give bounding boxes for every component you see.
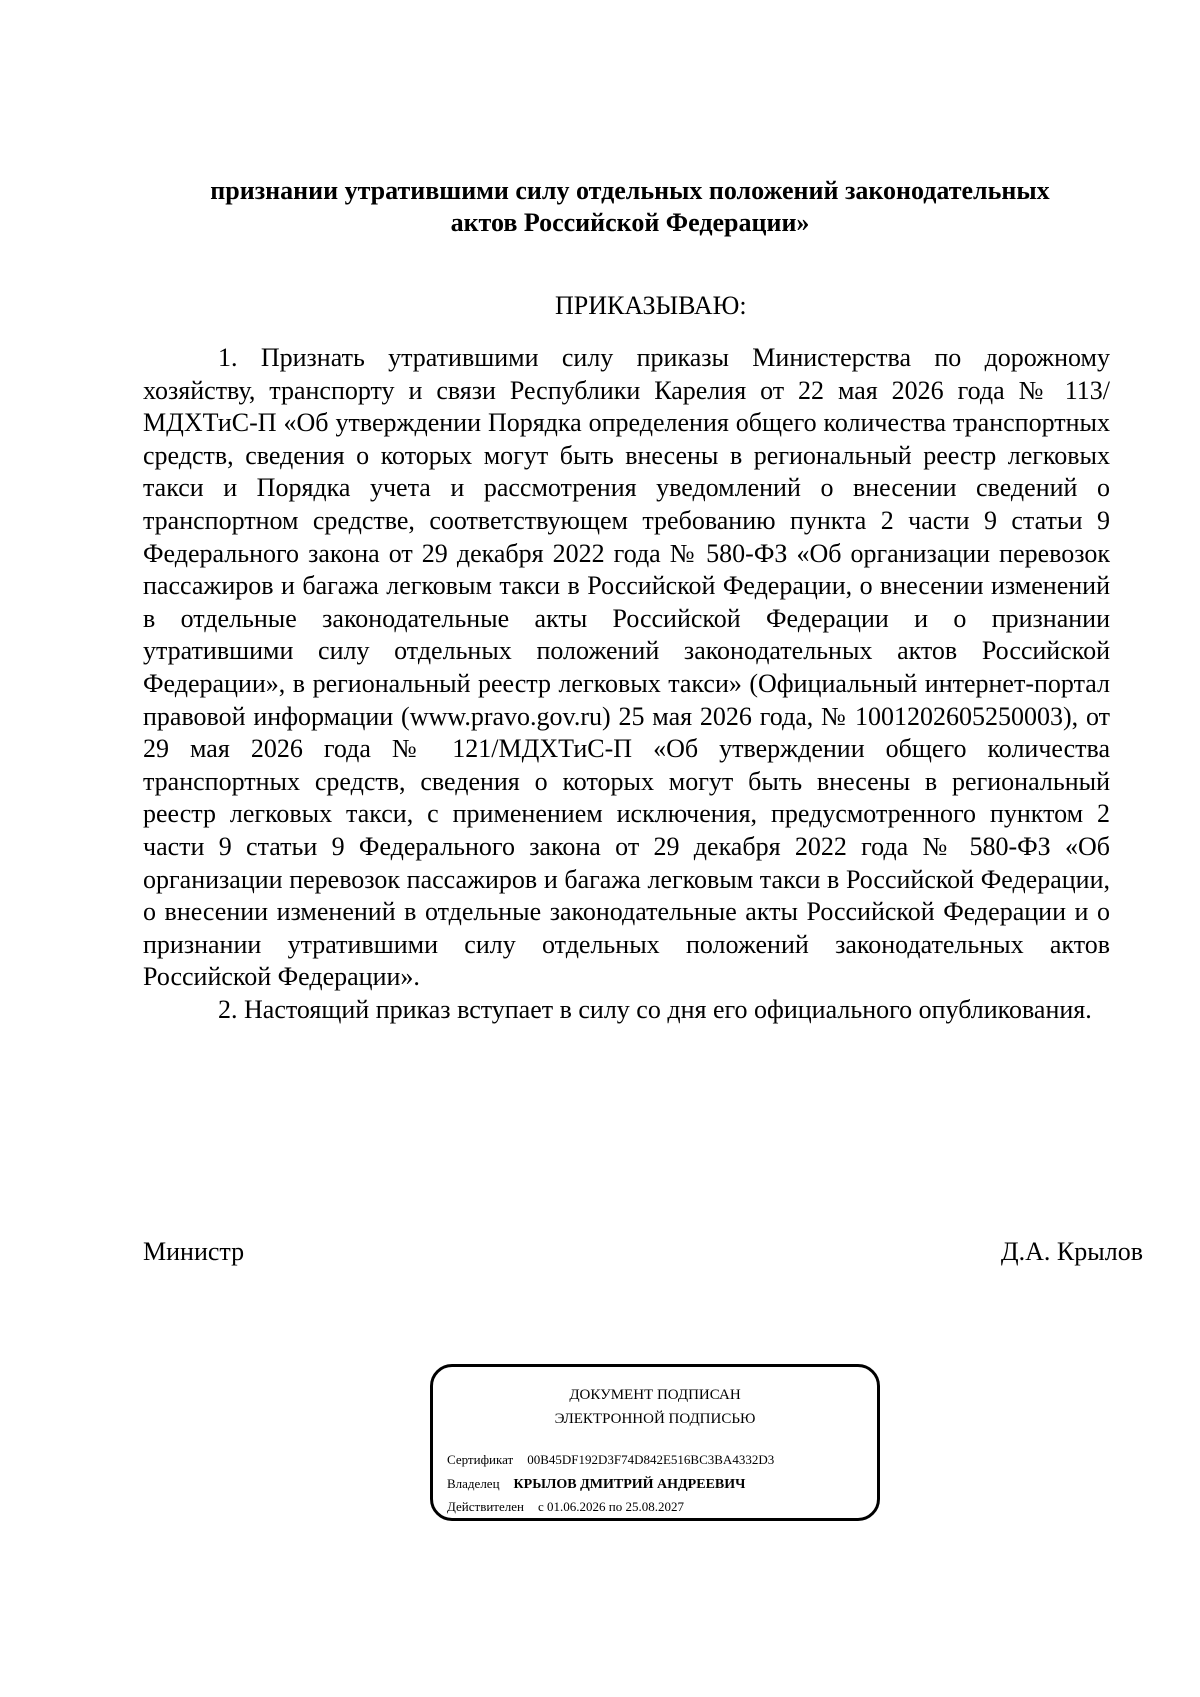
title-line-2: актов Российской Федерации» xyxy=(450,208,810,237)
signatory-name: Д.А. Крылов xyxy=(1000,1237,1143,1266)
document-body xyxy=(143,342,1110,1026)
stamp-owner-value: КРЫЛОВ ДМИТРИЙ АНДРЕЕВИЧ xyxy=(513,1477,746,1492)
stamp-valid-label: Действителен xyxy=(447,1499,524,1514)
document-title xyxy=(150,175,1110,239)
stamp-heading-line-2: ЭЛЕКТРОННОЙ ПОДПИСЬЮ xyxy=(554,1411,756,1427)
order-word: ПРИКАЗЫВАЮ: xyxy=(555,291,747,320)
paragraph-2: 2. Настоящий приказ вступает в силу со дня его официального опубликования. xyxy=(218,994,1092,1024)
stamp-heading xyxy=(433,1383,877,1431)
stamp-heading-line-1: ДОКУМЕНТ ПОДПИСАН xyxy=(569,1387,741,1403)
signatory-role: Министр xyxy=(143,1237,245,1266)
paragraph-1: 1. Признать утратившими силу приказы Министерства по дорожному хозяйству, транспорту и связи Республики Карелия от 22 мая 2026 года № 113/МДХТиС-П «Об утверждении Порядка определения общего количества транспортных средств, сведения о которых могут быть внесены в региональный реестр легковых такси и Порядка учета и рассмотрения уведомлений о внесении сведений о транспортном средстве, соответствующем требованию пункта 2 части 9 статьи 9 Федерального закона от 29 декабря 2022 года № 580-ФЗ «Об организации перевозок пассажиров и багажа легковым такси в Российской Федерации, о внесении изменений в отдельные законодательные акты Российской Федерации и о признании утратившими силу отдельных положений законодательных актов Российской Федерации», в региональный реестр легковых такси» (Официальный интернет-портал правовой информации (www.pravo.gov.ru) 25 мая 2026 года, № 1001202605250003), от 29 мая 2026 года № 121/МДХТиС-П «Об утверждении общего количества транспортных средств, сведения о которых могут быть внесены в региональный реестр легковых такси, с применением исключения, предусмотренного пунктом 2 части 9 статьи 9 Федерального закона от 29 декабря 2022 года № 580-ФЗ «Об организации перевозок пассажиров и багажа легковым такси в Российской Федерации, о внесении изменений в отдельные законодательные акты Российской Федерации и о признании утратившими силу отдельных положений законодательных актов Российской Федерации». xyxy=(143,343,1110,992)
stamp-owner-label: Владелец xyxy=(447,1476,500,1491)
title-line-1: признании утратившими силу отдельных положений законодательных xyxy=(210,176,1050,205)
stamp-certificate-value: 00B45DF192D3F74D842E516BC3BA4332D3 xyxy=(527,1452,775,1467)
stamp-certificate-row xyxy=(447,1451,774,1469)
stamp-valid-value: с 01.06.2026 по 25.08.2027 xyxy=(537,1499,684,1514)
stamp-certificate-label: Сертификат xyxy=(447,1452,514,1467)
electronic-signature-stamp xyxy=(430,1364,880,1521)
stamp-owner-row xyxy=(447,1475,745,1494)
stamp-valid-row xyxy=(447,1498,684,1516)
